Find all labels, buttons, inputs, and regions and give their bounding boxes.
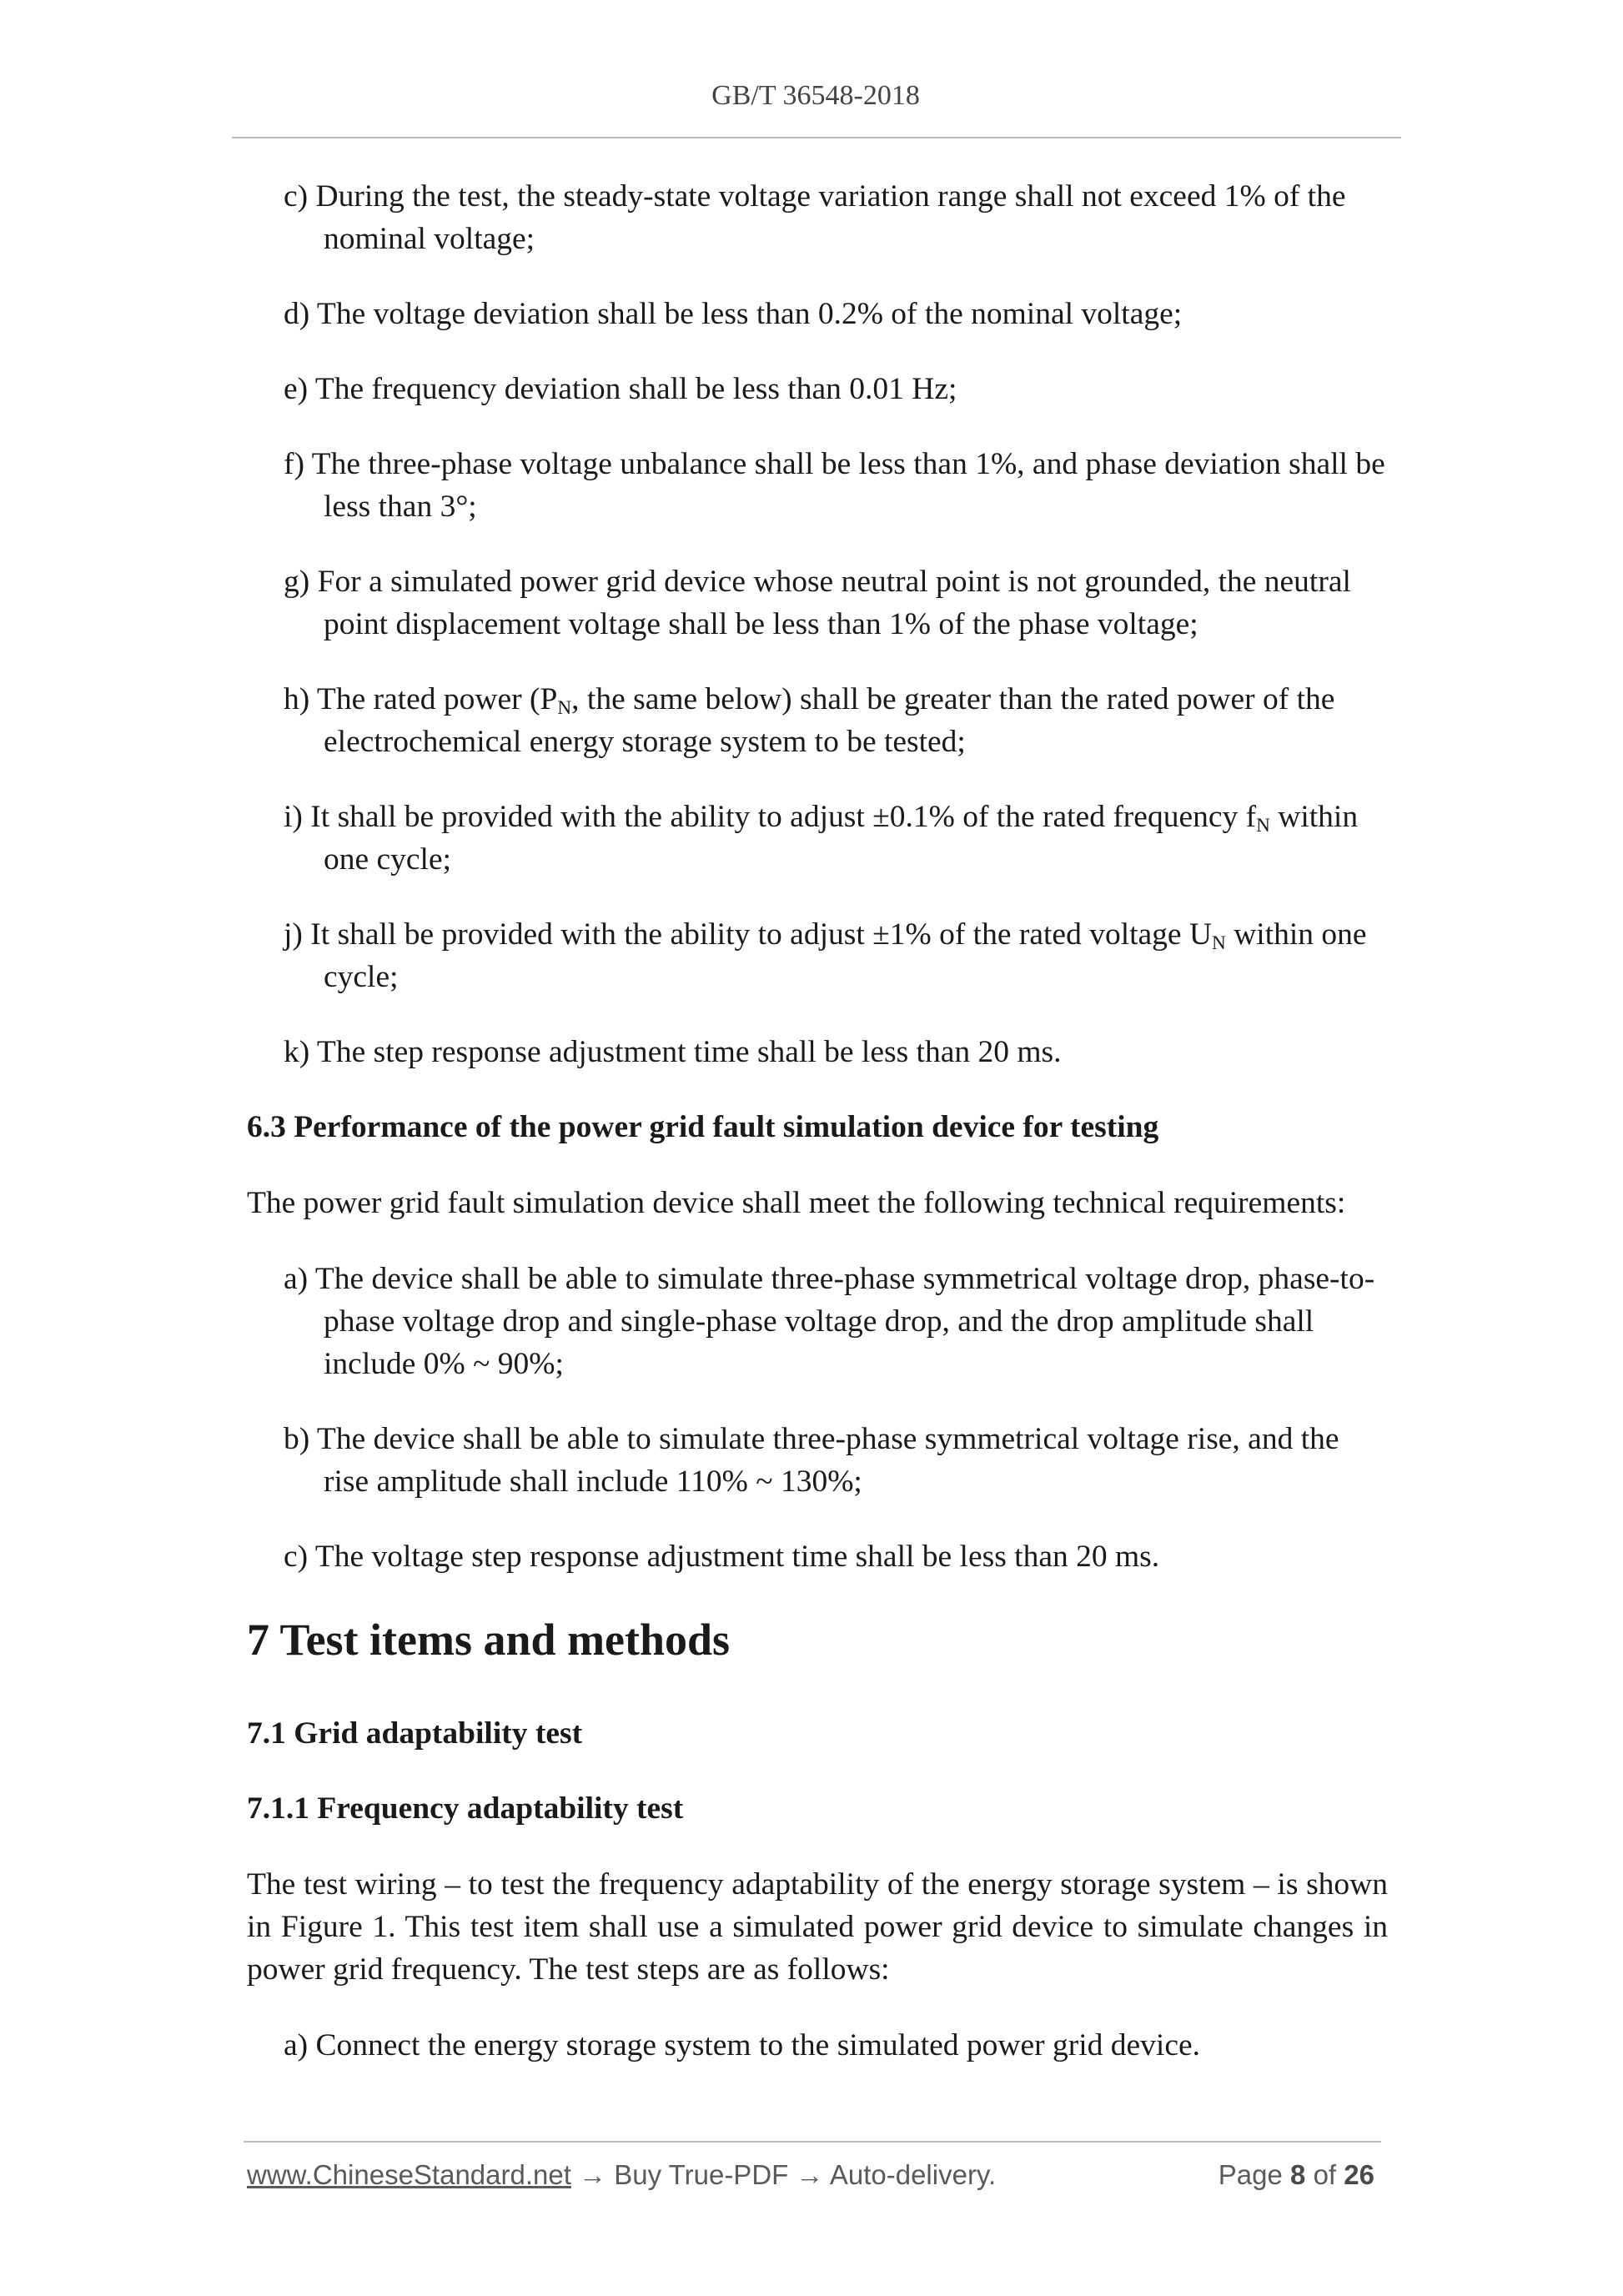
arrow-right-icon: →	[579, 2159, 607, 2190]
section-heading-7: 7 Test items and methods	[247, 1615, 731, 1665]
section-heading-6-3: 6.3 Performance of the power grid fault simulation device for testing	[247, 1110, 1159, 1144]
subscript-n: N	[1212, 932, 1226, 954]
list-item-g: g) For a simulated power grid device whose neutral point is not grounded, the neutral point displacement voltage shall be less than 1% of the phase voltage;	[284, 565, 1351, 641]
section-7-1-1-paragraph: The test wiring – to test the frequency adaptability of the energy storage system – is shown in Figure 1. This test item shall use a simulated power grid device to simulate changes in power grid frequency. The test steps are as follows:	[247, 1867, 1388, 1987]
footer-delivery-text: Auto-delivery.	[829, 2159, 997, 2190]
page-indicator	[1219, 2159, 1374, 2191]
list-item-i	[247, 796, 1388, 881]
list-item-7-1-1-a: a) Connect the energy storage system to the simulated power grid device.	[284, 2028, 1200, 2062]
page-total: 26	[1344, 2159, 1374, 2190]
section-heading-7-1: 7.1 Grid adaptability test	[247, 1716, 583, 1751]
list-item-i-before: i) It shall be provided with the ability to adjust ±0.1% of the rated frequency f	[284, 800, 1257, 834]
page-label: Page	[1218, 2159, 1283, 2190]
chinese-standard-link[interactable]: www.ChineseStandard.net	[247, 2159, 571, 2190]
subscript-n: N	[1256, 814, 1270, 837]
list-item-6-3-a: a) The device shall be able to simulate three-phase symmetrical voltage drop, phase-to-phase voltage drop and single-phase voltage drop, and the drop amplitude shall include 0% ~ 90%;	[284, 1262, 1375, 1381]
section-6-3-intro: The power grid fault simulation device shall meet the following technical requirements:	[247, 1186, 1346, 1220]
footer-promo	[247, 2159, 996, 2191]
page-footer	[247, 2159, 1381, 2201]
list-item-c: c) During the test, the steady-state voltage variation range shall not exceed 1% of the nominal voltage;	[284, 179, 1346, 256]
list-item-j-after: within one cycle;	[324, 917, 1367, 994]
subscript-n: N	[557, 696, 572, 719]
footer-buy-text: Buy True-PDF	[614, 2159, 789, 2190]
list-item-j	[247, 913, 1388, 998]
list-item-h	[247, 678, 1388, 763]
list-item-h-before: h) The rated power (P	[284, 682, 558, 716]
page-body	[247, 175, 1388, 2099]
list-item-h-after: , the same below) shall be greater than the rated power of the electrochemical energy storage system to be tested;	[324, 682, 1335, 759]
list-item-f: f) The three-phase voltage unbalance shall be less than 1%, and phase deviation shall be less than 3°;	[284, 447, 1385, 524]
footer-divider	[244, 2141, 1381, 2143]
page-number: 8	[1290, 2159, 1306, 2190]
list-item-i-after: within one cycle;	[324, 800, 1359, 877]
running-header: GB/T 36548-2018	[711, 80, 920, 111]
list-item-e: e) The frequency deviation shall be less than 0.01 Hz;	[284, 372, 957, 406]
list-item-d: d) The voltage deviation shall be less than 0.2% of the nominal voltage;	[284, 297, 1183, 331]
of-label: of	[1313, 2159, 1337, 2190]
list-item-j-before: j) It shall be provided with the ability to adjust ±1% of the rated voltage U	[284, 917, 1213, 952]
list-item-6-3-c: c) The voltage step response adjustment time shall be less than 20 ms.	[284, 1540, 1160, 1574]
arrow-right-icon: →	[796, 2159, 824, 2190]
list-item-k: k) The step response adjustment time shall be less than 20 ms.	[284, 1035, 1062, 1069]
section-heading-7-1-1: 7.1.1 Frequency adaptability test	[247, 1791, 684, 1826]
list-item-6-3-b: b) The device shall be able to simulate three-phase symmetrical voltage rise, and the rise amplitude shall include 110% ~ 130%;	[284, 1422, 1339, 1499]
header-divider	[232, 137, 1401, 138]
